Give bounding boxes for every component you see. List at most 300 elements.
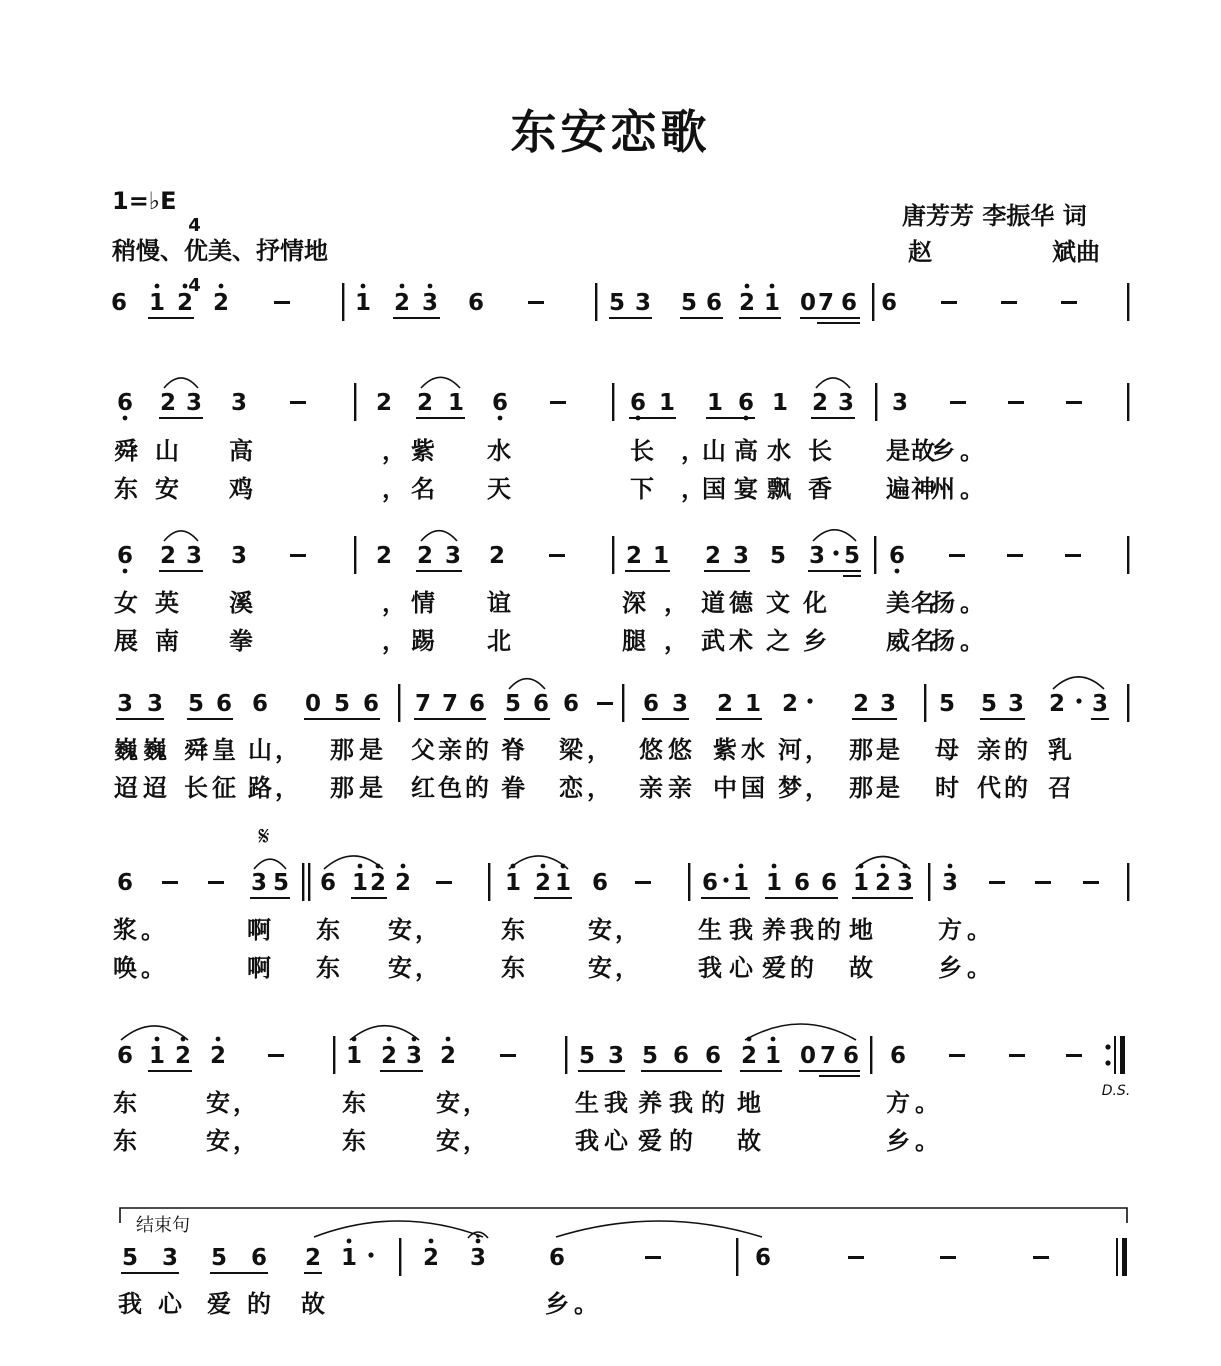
- row-6-note: 6: [842, 1043, 860, 1069]
- row-2-dash: [950, 401, 966, 404]
- lyric-char: 故: [849, 953, 873, 982]
- lyric-char: 中: [713, 773, 737, 802]
- lyric-char: 我: [669, 1088, 693, 1117]
- lyric-char: 南: [155, 626, 179, 655]
- row-2-note: 6: [491, 390, 509, 416]
- row-2-barline: [875, 383, 877, 421]
- lyric-char: ，: [587, 773, 611, 802]
- row-4-beat-underline: [642, 718, 689, 720]
- lyric-char: 我: [604, 1088, 628, 1117]
- row-4-barline: [1127, 684, 1129, 722]
- row-5-dash: [208, 881, 224, 884]
- row-5-dash: [1083, 881, 1099, 884]
- row-6-dash: [500, 1054, 516, 1057]
- row-3-note: 2: [625, 543, 643, 569]
- row-6-note: 6: [704, 1043, 722, 1069]
- row-4-note: 6: [532, 691, 550, 717]
- lyric-char: 是: [359, 773, 383, 802]
- lyric-char: 生: [575, 1088, 599, 1117]
- row-5-octave-dot-above: [903, 864, 908, 869]
- lyric-char: 啊: [247, 953, 271, 982]
- row-4-tie-arc: [1053, 677, 1104, 689]
- row-5-note: 2: [394, 870, 412, 896]
- row-6-octave-dot-above: [155, 1037, 160, 1042]
- row-5-octave-dot-above: [376, 864, 381, 869]
- lyric-char: 名: [911, 626, 935, 655]
- row-5-note: 1: [504, 870, 522, 896]
- row-1-note: 3: [634, 290, 652, 316]
- row-2-beat-underline: [811, 417, 855, 419]
- lyric-char: 悠: [668, 735, 692, 764]
- row-6-note: 6: [672, 1043, 690, 1069]
- row-1-note: 1: [763, 290, 781, 316]
- row-1-beat-underline: [609, 317, 652, 319]
- lyric-char: 是: [359, 735, 383, 764]
- lyric-char: 的: [669, 1126, 693, 1155]
- row-5-note: 1: [732, 870, 750, 896]
- lyric-char: 北: [487, 626, 511, 655]
- lyric-char: 。: [960, 588, 984, 617]
- lyric-char: 亲: [668, 773, 692, 802]
- lyric-char: 天: [487, 474, 511, 503]
- row-7-dash: [940, 1256, 956, 1259]
- lyric-char: 水: [741, 735, 765, 764]
- row-7-aug-dot: [368, 1252, 373, 1257]
- lyric-char: 。: [574, 1289, 598, 1318]
- lyric-char: 情: [411, 588, 435, 617]
- lyric-char: 东: [316, 915, 340, 944]
- lyric-char: 皇: [212, 735, 236, 764]
- row-1-dash: [1061, 301, 1077, 304]
- row-7-dash: [1033, 1256, 1049, 1259]
- lyric-char: 的: [465, 773, 489, 802]
- row-5-barline-double: [308, 863, 310, 901]
- row-5-note: 1: [852, 870, 870, 896]
- row-6-beat-underline: [819, 1075, 860, 1077]
- row-5-beat-underline: [534, 897, 572, 899]
- lyric-char: 地: [849, 915, 873, 944]
- row-4-beat-underline: [187, 718, 233, 720]
- lyric-char: 下: [630, 474, 654, 503]
- lyric-char: 故: [737, 1126, 761, 1155]
- row-5-note: 6: [591, 870, 609, 896]
- lyric-char: 东: [114, 474, 138, 503]
- row-6-beat-underline: [578, 1070, 625, 1072]
- row-6-beat-underline: [799, 1070, 860, 1072]
- row-6-octave-dot-above: [446, 1037, 451, 1042]
- row-1-note: 6: [110, 290, 128, 316]
- final-barline-thick: [1122, 1238, 1127, 1276]
- lyric-char: 安: [206, 1088, 230, 1117]
- row-4-tie-arc: [509, 679, 545, 689]
- row-5-beat-underline: [701, 897, 750, 899]
- lyric-char: 那: [330, 773, 354, 802]
- lyric-char: ，: [382, 474, 406, 503]
- lyric-char: 溪: [229, 588, 253, 617]
- row-3-beat-underline: [159, 570, 203, 572]
- lyric-char: 。: [960, 626, 984, 655]
- row-1-beat-underline: [680, 317, 723, 319]
- row-2-barline: [354, 383, 356, 421]
- lyric-char: ，: [463, 1088, 487, 1117]
- final-barline-thin: [1116, 1238, 1118, 1276]
- lyric-char: 是: [876, 773, 900, 802]
- row-5-dash: [635, 881, 651, 884]
- lyric-char: 神: [911, 474, 935, 503]
- row-1-barline: [595, 283, 597, 321]
- lyric-char: 长: [808, 436, 832, 465]
- row-3-note: 2: [375, 543, 393, 569]
- lyric-char: 方: [886, 1088, 910, 1117]
- row-5-beat-underline: [250, 897, 290, 899]
- lyric-char: 征: [212, 773, 236, 802]
- lyric-char: 展: [114, 626, 138, 655]
- row-4-note: 6: [215, 691, 233, 717]
- row-3-tie-arc: [421, 531, 457, 541]
- composer-given-name: 斌曲: [1052, 237, 1100, 266]
- row-4-note: 5: [980, 691, 998, 717]
- row-6-note: 6: [889, 1043, 907, 1069]
- lyric-char: 紫: [713, 735, 737, 764]
- end-repeat-thick-line: [1120, 1036, 1125, 1074]
- lyric-char: 巍: [114, 735, 138, 764]
- row-5-octave-dot-above: [358, 864, 363, 869]
- misc-marks: [120, 822, 1130, 1238]
- lyric-char: 。: [967, 915, 991, 944]
- lyric-char: 啊: [247, 915, 271, 944]
- lyric-char: ，: [805, 735, 829, 764]
- row-6-note: 2: [740, 1043, 758, 1069]
- fermata-dot: [476, 1234, 480, 1238]
- row-5-beat-underline: [852, 897, 913, 899]
- row-3-dash: [1007, 554, 1023, 557]
- lyric-char: 名: [911, 588, 935, 617]
- row-5-octave-dot-above: [561, 864, 566, 869]
- ending-bracket: [120, 1208, 1127, 1223]
- lyric-char: 宴: [734, 474, 758, 503]
- row-4-note: 2: [781, 691, 799, 717]
- row-5-barline: [488, 863, 490, 901]
- row-2-note: 1: [706, 390, 724, 416]
- row-2-dash: [290, 401, 306, 404]
- row-6-tie-arc: [350, 1026, 419, 1040]
- lyric-char: 眷: [501, 773, 525, 802]
- lyric-char: 水: [487, 436, 511, 465]
- lyric-char: 路: [248, 773, 272, 802]
- row-7-note: 2: [304, 1245, 322, 1271]
- row-3-octave-dot-below: [123, 569, 128, 574]
- row-6-beat-underline: [740, 1070, 782, 1072]
- row-4-note: 7: [414, 691, 432, 717]
- row-1-note: 6: [467, 290, 485, 316]
- lyric-char: 鸡: [229, 474, 253, 503]
- lyric-char: 亲: [977, 735, 1001, 764]
- row-3-barline: [874, 536, 876, 574]
- lyric-char: 遍: [886, 474, 910, 503]
- row-4-beat-underline: [414, 718, 486, 720]
- lyric-char: 深: [622, 588, 646, 617]
- lyric-char: ，: [681, 474, 705, 503]
- row-1-barline: [872, 283, 874, 321]
- lyric-char: 乡: [803, 626, 827, 655]
- segno-icon: 𝄋: [258, 822, 270, 852]
- ds-mark: D.S.: [1101, 1083, 1131, 1099]
- lyric-char: 的: [817, 915, 841, 944]
- row-7-octave-dot-above: [347, 1239, 352, 1244]
- lyric-char: 。: [915, 1126, 939, 1155]
- row-6-note: 3: [405, 1043, 423, 1069]
- row-5-octave-dot-above: [541, 864, 546, 869]
- row-3-note: 3: [808, 543, 826, 569]
- lyric-char: 安: [155, 474, 179, 503]
- row-1-octave-dot-above: [745, 284, 750, 289]
- lyric-char: 高: [734, 436, 758, 465]
- row-7-tie-arc: [314, 1221, 483, 1237]
- row-2-beat-underline: [416, 417, 465, 419]
- row-5-note: 6: [116, 870, 134, 896]
- lyric-char: 安: [388, 915, 412, 944]
- row-6-note: 5: [641, 1043, 659, 1069]
- lyric-char: 东: [316, 953, 340, 982]
- row-1-beat-underline: [800, 317, 860, 319]
- row-3-note: 3: [444, 543, 462, 569]
- row-4-note: 7: [441, 691, 459, 717]
- row-3-barline: [354, 536, 356, 574]
- row-6-tie-arc: [745, 1024, 856, 1040]
- row-2-barline: [1127, 383, 1129, 421]
- lyric-char: ，: [382, 626, 406, 655]
- lyric-char: 。: [141, 915, 165, 944]
- row-6-note: 2: [174, 1043, 192, 1069]
- row-5-tie-arc: [324, 856, 383, 869]
- composer-surname: 赵: [908, 237, 932, 266]
- row-7-note: 5: [121, 1245, 139, 1271]
- row-7-barline: [399, 1238, 401, 1276]
- lyric-char: 那: [849, 773, 873, 802]
- lyric-char: 高: [229, 436, 253, 465]
- row-3-note: 3: [230, 543, 248, 569]
- lyric-char: 腿: [622, 626, 646, 655]
- lyric-char: 舜: [114, 436, 138, 465]
- row-6-note: 2: [380, 1043, 398, 1069]
- time-signature-top: 4: [188, 215, 201, 236]
- row-3-beat-underline: [625, 570, 670, 572]
- row-3-tie-arc: [164, 531, 198, 541]
- row-2-octave-dot-below: [744, 416, 749, 421]
- lyricist-credit: 唐芳芳 李振华 词: [902, 201, 1087, 230]
- row-7-note: 6: [548, 1245, 566, 1271]
- lyric-char: 生: [698, 915, 722, 944]
- row-5-dash: [436, 881, 452, 884]
- lyric-char: 心: [604, 1126, 628, 1155]
- lyric-char: 文: [766, 588, 790, 617]
- row-4-aug-dot: [1076, 698, 1081, 703]
- row-4-note: 6: [468, 691, 486, 717]
- row-4-beat-underline: [116, 718, 164, 720]
- lyric-char: ，: [415, 915, 439, 944]
- lyric-char: 东: [342, 1126, 366, 1155]
- lyric-char: 代: [977, 773, 1001, 802]
- lyric-char: 爱: [762, 953, 786, 982]
- lyric-char: 扬: [931, 626, 955, 655]
- lyric-char: 术: [729, 626, 753, 655]
- lyric-char: 谊: [487, 588, 511, 617]
- row-7-note: 3: [161, 1245, 179, 1271]
- lyric-char: 紫: [411, 436, 435, 465]
- row-7-tie-arc: [556, 1221, 762, 1237]
- lyric-char: 巍: [143, 735, 167, 764]
- lyric-char: 飘: [767, 474, 791, 503]
- lyric-char: 我: [575, 1126, 599, 1155]
- lyric-char: ，: [415, 953, 439, 982]
- lyric-char: 之: [766, 626, 790, 655]
- lyric-char: 的: [1004, 735, 1028, 764]
- row-6-barline: [333, 1036, 335, 1074]
- row-4-note: 0: [304, 691, 322, 717]
- row-3-note: 6: [888, 543, 906, 569]
- row-1-beat-underline: [739, 317, 781, 319]
- row-2-note: 3: [837, 390, 855, 416]
- repeat-dot: [1105, 1060, 1110, 1065]
- lyric-char: 是: [886, 436, 910, 465]
- row-1-note: 6: [840, 290, 858, 316]
- row-4-note: 3: [1007, 691, 1025, 717]
- row-4-beat-underline: [852, 718, 897, 720]
- lyric-char: 是: [876, 735, 900, 764]
- row-5-octave-dot-above: [859, 864, 864, 869]
- row-6-octave-dot-above: [412, 1037, 417, 1042]
- row-1-octave-dot-above: [770, 284, 775, 289]
- lyric-char: 方: [938, 915, 962, 944]
- lyric-char: 我: [698, 953, 722, 982]
- row-3-note: 2: [704, 543, 722, 569]
- row-1-note: 5: [608, 290, 626, 316]
- row-6-note: 1: [764, 1043, 782, 1069]
- lyric-char: 东: [342, 1088, 366, 1117]
- row-2-note: 2: [416, 390, 434, 416]
- row-3-tie-arc: [813, 530, 856, 541]
- lyric-char: ，: [664, 588, 688, 617]
- lyric-char: 我: [118, 1289, 142, 1318]
- row-5-note: 2: [874, 870, 892, 896]
- row-3-beat-underline: [808, 570, 861, 572]
- row-3-note: 2: [416, 543, 434, 569]
- lyric-char: 山: [155, 436, 179, 465]
- row-5-note: 6: [820, 870, 838, 896]
- row-5-octave-dot-above: [511, 864, 516, 869]
- lyric-char: 。: [967, 953, 991, 982]
- lyric-char: 迢: [114, 773, 138, 802]
- lyric-char: ，: [587, 735, 611, 764]
- lyric-char: 那: [330, 735, 354, 764]
- lyric-char: 安: [588, 953, 612, 982]
- row-3-note: 3: [732, 543, 750, 569]
- lyric-char: 迢: [143, 773, 167, 802]
- row-3-octave-dot-below: [895, 569, 900, 574]
- lyric-char: 长: [630, 436, 654, 465]
- row-6-octave-dot-above: [352, 1037, 357, 1042]
- lyric-char: ，: [233, 1126, 257, 1155]
- row-1-note: 7: [817, 290, 835, 316]
- lyric-char: 故: [911, 436, 935, 465]
- lyric-char: 的: [247, 1289, 271, 1318]
- row-4-note: 5: [187, 691, 205, 717]
- row-4-note: 6: [362, 691, 380, 717]
- row-7-beat-underline: [210, 1272, 268, 1274]
- row-1-dash: [941, 301, 957, 304]
- row-2-dash: [1066, 401, 1082, 404]
- row-5-note: 3: [250, 870, 268, 896]
- lyric-char: 红: [411, 773, 435, 802]
- lyric-char: 色: [438, 773, 462, 802]
- row-4-note: 6: [642, 691, 660, 717]
- lyric-char: 那: [849, 735, 873, 764]
- row-6-tie-arc: [121, 1026, 188, 1040]
- row-4-note: 2: [716, 691, 734, 717]
- row-1-octave-dot-above: [428, 284, 433, 289]
- row-1-note: 3: [421, 290, 439, 316]
- row-5-note: 6: [701, 870, 719, 896]
- lyric-char: ，: [681, 436, 705, 465]
- row-6-beat-underline: [148, 1070, 192, 1072]
- row-6-note: 2: [439, 1043, 457, 1069]
- row-1-octave-dot-above: [155, 284, 160, 289]
- row-4-note: 1: [744, 691, 762, 717]
- row-6-dash: [1066, 1054, 1082, 1057]
- lyric-char: 养: [762, 915, 786, 944]
- row-4-note: 5: [504, 691, 522, 717]
- row-5-octave-dot-above: [772, 864, 777, 869]
- lyric-char: ，: [382, 588, 406, 617]
- lyric-char: ，: [382, 436, 406, 465]
- row-1-beat-underline: [148, 317, 194, 319]
- row-5-note: 5: [272, 870, 290, 896]
- row-4-beat-underline: [980, 718, 1025, 720]
- lyric-char: 道: [701, 588, 725, 617]
- row-5-note: 3: [896, 870, 914, 896]
- row-2-note: 2: [811, 390, 829, 416]
- lyric-char: 名: [411, 474, 435, 503]
- lyric-char: 国: [741, 773, 765, 802]
- tempo-marking: 稍慢、优美、抒情地: [112, 236, 328, 265]
- row-7-note: 3: [469, 1245, 487, 1271]
- lyric-char: 。: [960, 436, 984, 465]
- row-5-note: 2: [534, 870, 552, 896]
- lyric-char: 我: [729, 915, 753, 944]
- lyric-char: 亲: [639, 773, 663, 802]
- row-1-octave-dot-above: [183, 284, 188, 289]
- row-2-tie-arc: [164, 378, 198, 388]
- row-6-note: 3: [607, 1043, 625, 1069]
- row-2-note: 2: [375, 390, 393, 416]
- row-2-dash: [550, 401, 566, 404]
- lyric-char: 德: [729, 588, 753, 617]
- lyric-char: 召: [1048, 773, 1072, 802]
- time-signature-bottom: 4: [188, 275, 201, 296]
- row-6-barline: [565, 1036, 567, 1074]
- row-1-note: 5: [680, 290, 698, 316]
- row-1-note: 6: [705, 290, 723, 316]
- row-1-dash: [274, 301, 290, 304]
- lyric-char: 乡: [938, 953, 962, 982]
- row-6-octave-dot-above: [181, 1037, 186, 1042]
- row-4-note: 2: [852, 691, 870, 717]
- row-3-beat-underline: [843, 575, 861, 577]
- row-3-note: 5: [769, 543, 787, 569]
- row-1-note: 0: [799, 290, 817, 316]
- lyric-char: 父: [411, 735, 435, 764]
- row-5-note: 1: [765, 870, 783, 896]
